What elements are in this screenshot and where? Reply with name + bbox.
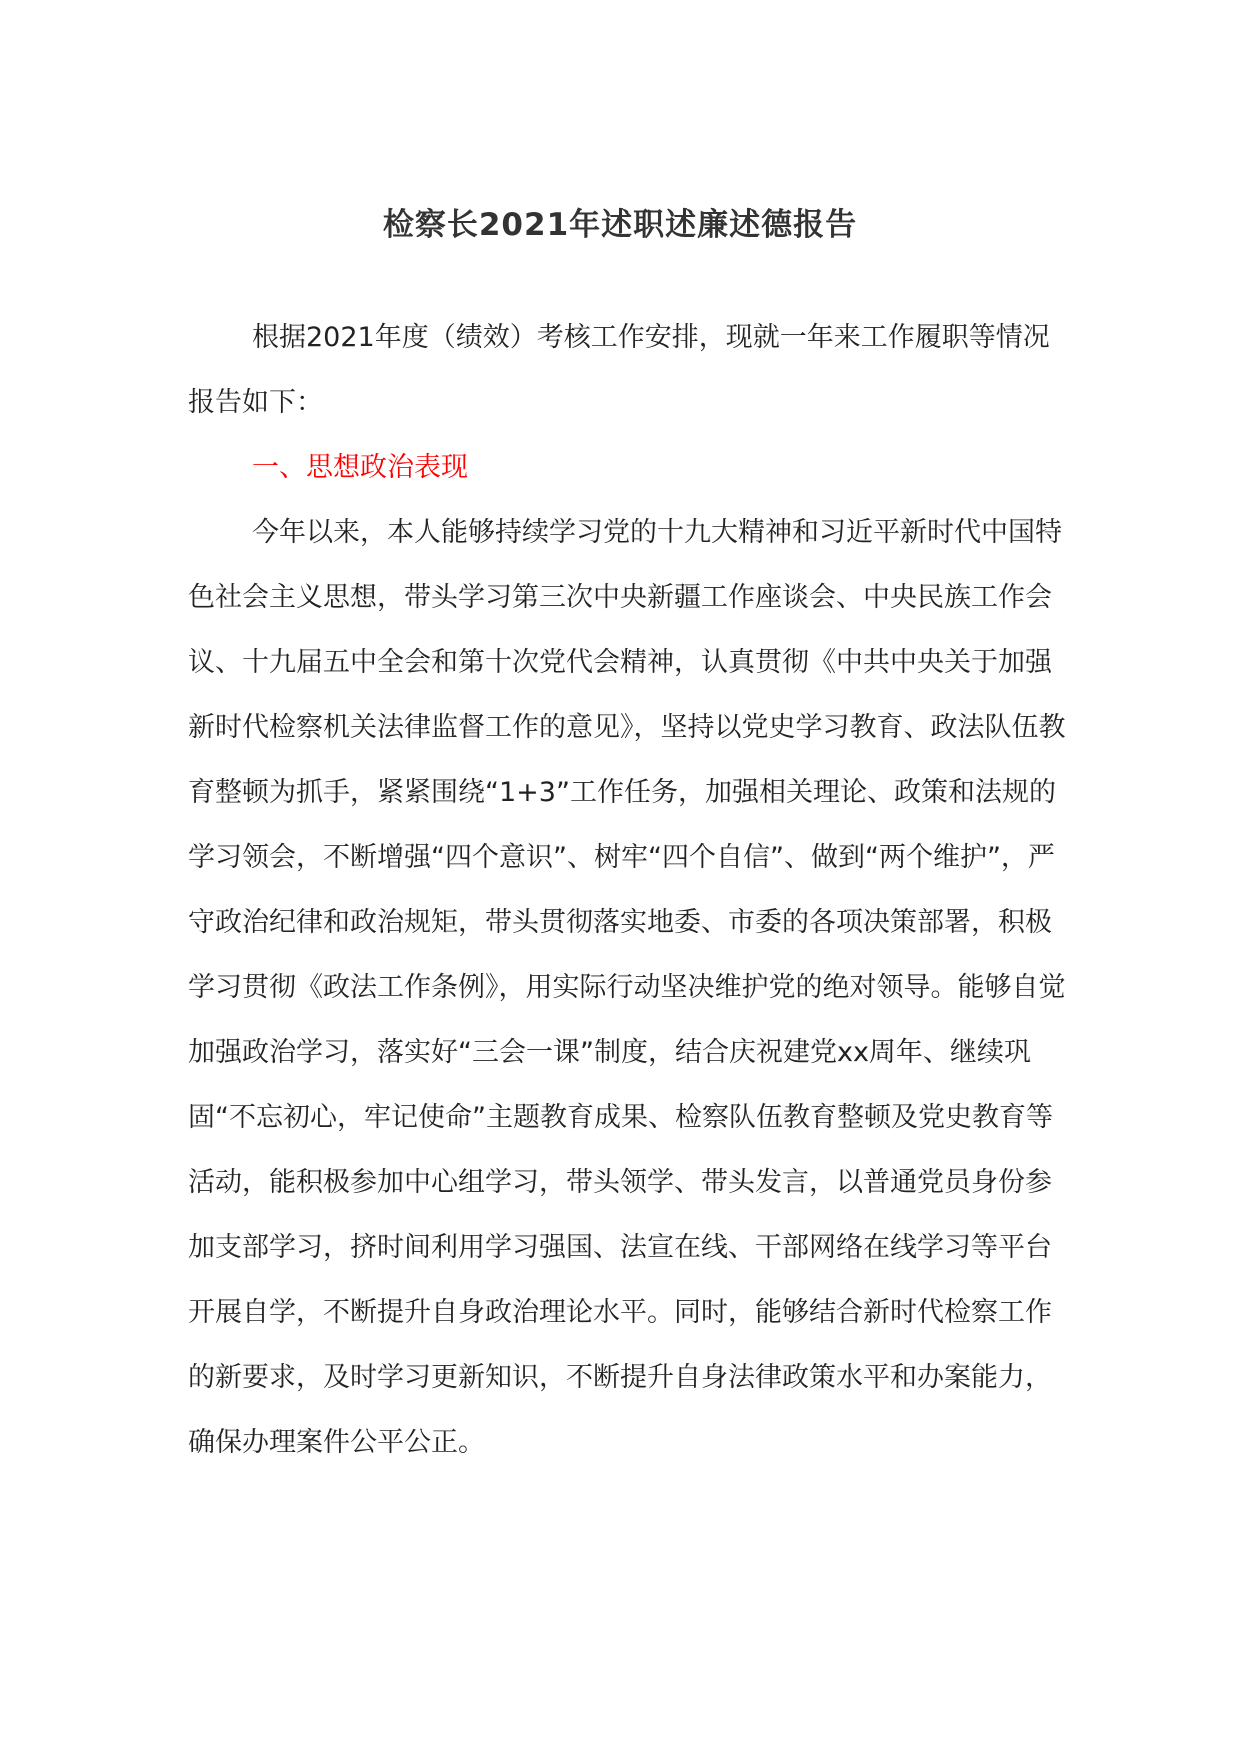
section-heading-political: 一、思想政治表现 — [252, 452, 468, 483]
document-body — [188, 305, 1068, 1475]
document-title: 检察长2021年述职述廉述德报告 — [382, 207, 858, 243]
section-body-political: 今年以来，本人能够持续学习党的十九大精神和习近平新时代中国特色社会主义思想，带头学习第三次中央新疆工作座谈会、中央民族工作会议、十九届五中全会和第十次党代会精神，认真贯彻《中共中央关于加强新时代检察机关法律监督工作的意见》，坚持以党史学习教育、政法队伍教育整顿为抓手，紧紧围绕“1+3”工作任务，加强相关理论、政策和法规的学习领会，不断增强“四个意识”、树牢“四个自信”、做到“两个维护”，严守政治纪律和政治规矩，带头贯彻落实地委、市委的各项决策部署，积极学习贯彻《政法工作条例》，用实际行动坚决维护党的绝对领导。能够自觉加强政治学习，落实好“三会一课”制度，结合庆祝建党xx周年、继续巩固“不忘初心，牢记使命”主题教育成果、检察队伍教育整顿及党史教育等活动，能积极参加中心组学习，带头领学、带头发言，以普通党员身份参加支部学习，挤时间利用学习强国、法宣在线、干部网络在线学习等平台开展自学，不断提升自身政治理论水平。同时，能够结合新时代检察工作的新要求，及时学习更新知识，不断提升自身法律政策水平和办案能力，确保办理案件公平公正。 — [188, 517, 1066, 1458]
intro-paragraph: 根据2021年度（绩效）考核工作安排，现就一年来工作履职等情况报告如下： — [188, 322, 1050, 418]
